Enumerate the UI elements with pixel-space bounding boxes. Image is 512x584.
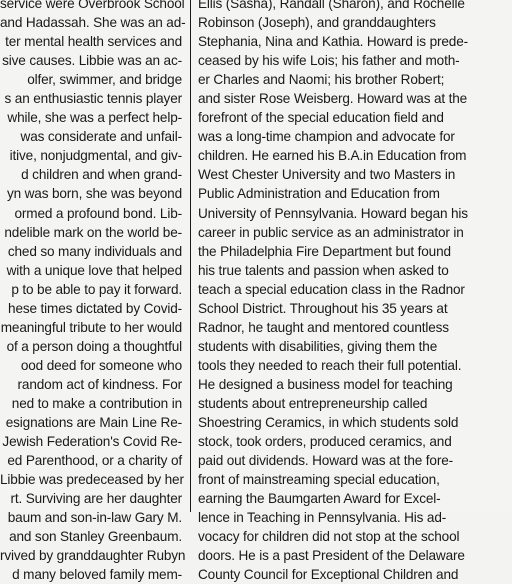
text-line: children. He earned his B.A.in Education from xyxy=(198,148,467,164)
text-line: ceased by his wife Lois; his father and moth- xyxy=(198,53,460,69)
text-line: of a person doing a thoughtful xyxy=(6,338,182,354)
text-line: earning the Baumgarten Award for Excel- xyxy=(198,491,441,507)
text-line: d many beloved family mem- xyxy=(12,567,182,583)
text-line: Public Administration and Education from xyxy=(198,186,440,202)
text-line: yn was born, she was beyond xyxy=(6,186,182,202)
text-line: School District. Throughout his 35 years at xyxy=(198,300,448,316)
text-line: was considerate and unfail- xyxy=(20,129,182,145)
text-line: his true talents and passion when asked to xyxy=(198,262,449,278)
text-line: was a long-time champion and advocate for xyxy=(198,129,455,145)
text-line: ter mental health services and xyxy=(5,34,182,50)
text-line: the Philadelphia Fire Department but found xyxy=(198,243,451,259)
text-line: doors. He is a past President of the Delaware xyxy=(198,548,465,564)
text-line: forefront of the special education field and xyxy=(198,110,444,126)
text-line: front of mainstreaming special education, xyxy=(198,472,440,488)
text-line: County Council for Exceptional Children and xyxy=(198,567,459,583)
text-line: paid out dividends. Howard was at the fore- xyxy=(198,453,453,469)
text-line: Jewish Federation's Covid Re- xyxy=(2,434,182,450)
text-line: p to be able to pay it forward. xyxy=(11,281,182,297)
text-line: students with disabilities, giving them the xyxy=(198,338,438,354)
text-line: rt. Surviving are her daughter xyxy=(10,491,182,507)
text-line: ched so many individuals and xyxy=(7,243,182,259)
text-line: olfer, swimmer, and bridge xyxy=(27,72,182,88)
text-line: meaningful tribute to her would xyxy=(0,319,182,335)
text-line: rvived by granddaughter Rubyn xyxy=(0,548,186,564)
text-line: and sister Rose Weisberg. Howard was at the xyxy=(198,91,468,107)
text-line: hese times dictated by Covid- xyxy=(8,300,182,316)
text-line: West Chester University and two Masters in xyxy=(198,167,456,183)
text-line: esignations are Main Line Re- xyxy=(5,415,182,431)
text-line: sive causes. Libbie was an ac- xyxy=(2,53,182,69)
text-line: Stephania, Nina and Kathia. Howard is prede- xyxy=(198,34,468,50)
text-line: while, she was a perfect help- xyxy=(7,110,182,126)
text-line: ndelible mark on the world be- xyxy=(4,224,182,240)
text-line: stock, took orders, produced ceramics, and xyxy=(198,434,452,450)
obituary-column-right xyxy=(198,0,510,584)
text-line: d children and when grand- xyxy=(21,167,182,183)
text-line: and son Stanley Greenbaum. xyxy=(9,529,182,545)
obituary-column-left xyxy=(0,0,186,584)
text-line: vocacy for children did not stop at the school xyxy=(198,529,460,545)
text-line: He designed a business model for teaching xyxy=(198,376,453,392)
text-line: students about entrepreneurship called xyxy=(198,395,428,411)
text-line: tools they needed to reach their full potential. xyxy=(198,357,462,373)
text-line: s an enthusiastic tennis player xyxy=(4,91,182,107)
text-line: Radnor, he taught and mentored countless xyxy=(198,319,449,335)
text-line: service were Overbrook School xyxy=(0,0,185,11)
column-divider xyxy=(190,0,191,512)
text-line: Shoestring Ceramics, in which students sold xyxy=(198,415,459,431)
text-line: ormed a profound bond. Lib- xyxy=(14,205,182,221)
text-line: University of Pennsylvania. Howard began his xyxy=(198,205,468,221)
text-line: ned to make a contribution in xyxy=(11,395,182,411)
text-line: er Charles and Naomi; his brother Robert; xyxy=(198,72,445,88)
text-line: teach a special education class in the Radnor xyxy=(198,281,465,297)
text-line: with a unique love that helped xyxy=(6,262,182,278)
text-line: random act of kindness. For xyxy=(17,376,182,392)
text-line: Libbie was predeceased by her xyxy=(0,472,184,488)
text-line: lence in Teaching in Pennsylvania. His ad- xyxy=(198,510,447,526)
text-line: ood deed for someone who xyxy=(20,357,182,373)
text-line: ed Parenthood, or a charity of xyxy=(7,453,182,469)
text-line: career in public service as an administrator in xyxy=(198,224,464,240)
text-line: itive, nonjudgmental, and giv- xyxy=(9,148,182,164)
text-line: Robinson (Joseph), and granddaughters xyxy=(198,15,436,31)
text-line: and Hadassah. She was an ad- xyxy=(0,15,186,31)
text-line: baum and son-in-law Gary M. xyxy=(7,510,182,526)
text-line: Ellis (Sasha), Randall (Sharon), and Rochelle xyxy=(198,0,465,11)
